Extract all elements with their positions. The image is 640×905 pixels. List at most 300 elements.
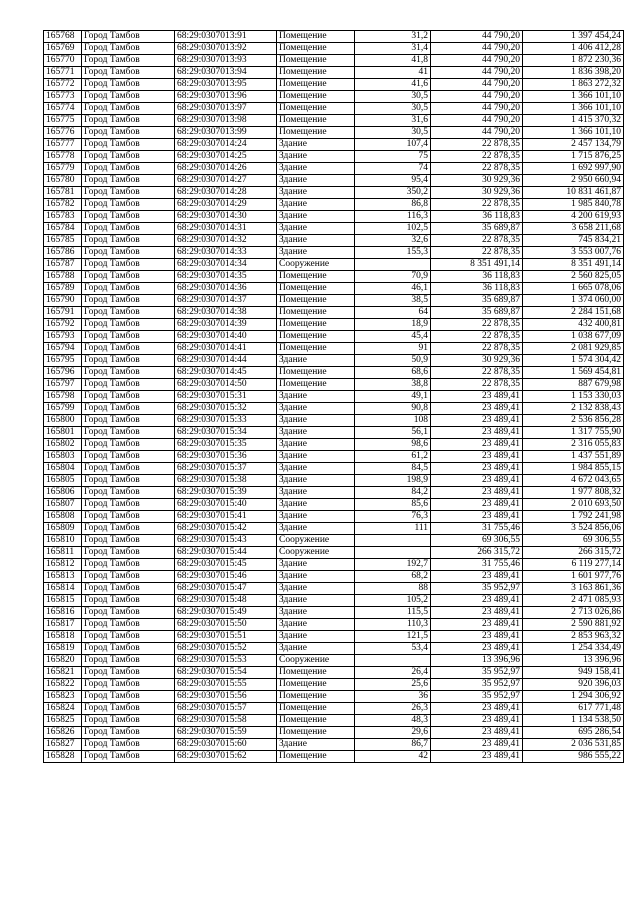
row-number-cell: 165769 [44,43,82,55]
cadastral-number-cell: 68:29:0307014:41 [175,343,277,355]
area-cell: 61,2 [355,451,431,463]
cadastral-value-cell: 986 555,22 [523,751,624,763]
object-type-cell: Помещение [277,271,355,283]
area-cell: 31,2 [355,31,431,43]
table-row [44,379,624,391]
cadastral-number-cell: 68:29:0307015:41 [175,511,277,523]
municipality-cell: Город Тамбов [82,607,175,619]
specific-value-cell: 36 118,83 [431,283,523,295]
area-cell: 32,6 [355,235,431,247]
row-number-cell: 165825 [44,715,82,727]
row-number-cell: 165821 [44,667,82,679]
specific-value-cell: 23 489,41 [431,511,523,523]
row-number-cell: 165827 [44,739,82,751]
municipality-cell: Город Тамбов [82,403,175,415]
row-number-cell: 165783 [44,211,82,223]
cadastral-value-cell: 920 396,03 [523,679,624,691]
specific-value-cell: 22 878,35 [431,235,523,247]
municipality-cell: Город Тамбов [82,427,175,439]
row-number-cell: 165785 [44,235,82,247]
specific-value-cell: 35 952,97 [431,583,523,595]
table-row [44,571,624,583]
row-number-cell: 165801 [44,427,82,439]
table-row [44,259,624,271]
object-type-cell: Сооружение [277,259,355,271]
municipality-cell: Город Тамбов [82,583,175,595]
cadastral-number-cell: 68:29:0307015:35 [175,439,277,451]
area-cell: 84,5 [355,463,431,475]
cadastral-number-cell: 68:29:0307014:26 [175,163,277,175]
table-row [44,115,624,127]
cadastral-value-cell: 2 316 055,83 [523,439,624,451]
cadastral-number-cell: 68:29:0307014:27 [175,175,277,187]
specific-value-cell: 44 790,20 [431,79,523,91]
table-row [44,583,624,595]
cadastral-number-cell: 68:29:0307014:45 [175,367,277,379]
row-number-cell: 165772 [44,79,82,91]
object-type-cell: Здание [277,151,355,163]
object-type-cell: Здание [277,235,355,247]
area-cell: 110,3 [355,619,431,631]
object-type-cell: Здание [277,595,355,607]
row-number-cell: 165812 [44,559,82,571]
specific-value-cell: 23 489,41 [431,451,523,463]
municipality-cell: Город Тамбов [82,727,175,739]
row-number-cell: 165778 [44,151,82,163]
municipality-cell: Город Тамбов [82,271,175,283]
specific-value-cell: 23 489,41 [431,631,523,643]
cadastral-number-cell: 68:29:0307013:97 [175,103,277,115]
cadastral-number-cell: 68:29:0307013:95 [175,79,277,91]
row-number-cell: 165822 [44,679,82,691]
specific-value-cell: 35 952,97 [431,691,523,703]
area-cell: 192,7 [355,559,431,571]
municipality-cell: Город Тамбов [82,391,175,403]
municipality-cell: Город Тамбов [82,739,175,751]
area-cell: 64 [355,307,431,319]
cadastral-number-cell: 68:29:0307014:31 [175,223,277,235]
table-row [44,451,624,463]
table-row [44,295,624,307]
municipality-cell: Город Тамбов [82,463,175,475]
object-type-cell: Здание [277,391,355,403]
table-row [44,595,624,607]
cadastral-number-cell: 68:29:0307014:38 [175,307,277,319]
row-number-cell: 165800 [44,415,82,427]
area-cell: 198,9 [355,475,431,487]
row-number-cell: 165777 [44,139,82,151]
cadastral-value-cell: 432 400,81 [523,319,624,331]
row-number-cell: 165770 [44,55,82,67]
object-type-cell: Помещение [277,103,355,115]
area-cell: 48,3 [355,715,431,727]
cadastral-number-cell: 68:29:0307015:39 [175,487,277,499]
cadastral-number-cell: 68:29:0307014:44 [175,355,277,367]
municipality-cell: Город Тамбов [82,523,175,535]
table-row [44,499,624,511]
cadastral-value-cell: 2 590 881,92 [523,619,624,631]
specific-value-cell: 23 489,41 [431,391,523,403]
object-type-cell: Здание [277,619,355,631]
specific-value-cell: 23 489,41 [431,499,523,511]
object-type-cell: Здание [277,355,355,367]
area-cell: 31,6 [355,115,431,127]
table-row [44,751,624,763]
area-cell: 38,5 [355,295,431,307]
row-number-cell: 165774 [44,103,82,115]
row-number-cell: 165824 [44,703,82,715]
municipality-cell: Город Тамбов [82,235,175,247]
specific-value-cell: 30 929,36 [431,175,523,187]
specific-value-cell: 30 929,36 [431,187,523,199]
cadastral-number-cell: 68:29:0307015:31 [175,391,277,403]
specific-value-cell: 35 952,97 [431,667,523,679]
table-row [44,523,624,535]
cadastral-value-cell: 1 977 808,32 [523,487,624,499]
row-number-cell: 165804 [44,463,82,475]
cadastral-number-cell: 68:29:0307015:51 [175,631,277,643]
cadastral-number-cell: 68:29:0307015:47 [175,583,277,595]
table-row [44,631,624,643]
specific-value-cell: 23 489,41 [431,703,523,715]
specific-value-cell: 30 929,36 [431,355,523,367]
municipality-cell: Город Тамбов [82,31,175,43]
table-row [44,283,624,295]
cadastral-number-cell: 68:29:0307014:33 [175,247,277,259]
specific-value-cell: 23 489,41 [431,751,523,763]
row-number-cell: 165782 [44,199,82,211]
municipality-cell: Город Тамбов [82,367,175,379]
area-cell: 107,4 [355,139,431,151]
specific-value-cell: 31 755,46 [431,523,523,535]
cadastral-value-cell: 1 792 241,98 [523,511,624,523]
area-cell: 86,7 [355,739,431,751]
specific-value-cell: 23 489,41 [431,463,523,475]
area-cell: 115,5 [355,607,431,619]
area-cell: 25,6 [355,679,431,691]
object-type-cell: Помещение [277,331,355,343]
table-row [44,475,624,487]
cadastral-value-cell: 1 254 334,49 [523,643,624,655]
table-row [44,103,624,115]
cadastral-value-cell: 13 396,96 [523,655,624,667]
table-row [44,559,624,571]
cadastral-number-cell: 68:29:0307015:42 [175,523,277,535]
table-row [44,331,624,343]
cadastral-value-cell: 1 665 078,06 [523,283,624,295]
municipality-cell: Город Тамбов [82,559,175,571]
municipality-cell: Город Тамбов [82,415,175,427]
municipality-cell: Город Тамбов [82,175,175,187]
object-type-cell: Здание [277,451,355,463]
area-cell: 41,8 [355,55,431,67]
cadastral-number-cell: 68:29:0307013:98 [175,115,277,127]
cadastral-value-cell: 1 294 306,92 [523,691,624,703]
table-row [44,727,624,739]
row-number-cell: 165771 [44,67,82,79]
specific-value-cell: 44 790,20 [431,91,523,103]
specific-value-cell: 23 489,41 [431,427,523,439]
area-cell: 111 [355,523,431,535]
municipality-cell: Город Тамбов [82,703,175,715]
municipality-cell: Город Тамбов [82,283,175,295]
area-cell: 68,6 [355,367,431,379]
row-number-cell: 165780 [44,175,82,187]
cadastral-value-cell: 2 471 085,93 [523,595,624,607]
cadastral-value-cell: 6 119 277,14 [523,559,624,571]
area-cell [355,547,431,559]
table-row [44,247,624,259]
area-cell: 29,6 [355,727,431,739]
cadastral-value-cell: 10 831 461,87 [523,187,624,199]
area-cell: 88 [355,583,431,595]
cadastral-value-table [43,30,624,763]
area-cell: 41 [355,67,431,79]
municipality-cell: Город Тамбов [82,535,175,547]
row-number-cell: 165790 [44,295,82,307]
cadastral-value-cell: 745 834,21 [523,235,624,247]
object-type-cell: Помещение [277,295,355,307]
cadastral-number-cell: 68:29:0307015:36 [175,451,277,463]
row-number-cell: 165794 [44,343,82,355]
object-type-cell: Помещение [277,67,355,79]
specific-value-cell: 44 790,20 [431,55,523,67]
object-type-cell: Помещение [277,679,355,691]
table-row [44,703,624,715]
cadastral-number-cell: 68:29:0307015:56 [175,691,277,703]
specific-value-cell: 23 489,41 [431,571,523,583]
specific-value-cell: 22 878,35 [431,343,523,355]
municipality-cell: Город Тамбов [82,91,175,103]
object-type-cell: Здание [277,571,355,583]
cadastral-number-cell: 68:29:0307014:28 [175,187,277,199]
municipality-cell: Город Тамбов [82,307,175,319]
row-number-cell: 165786 [44,247,82,259]
specific-value-cell: 23 489,41 [431,595,523,607]
object-type-cell: Здание [277,487,355,499]
area-cell: 95,4 [355,175,431,187]
area-cell: 26,3 [355,703,431,715]
table-row [44,163,624,175]
cadastral-number-cell: 68:29:0307015:40 [175,499,277,511]
table-row [44,619,624,631]
cadastral-number-cell: 68:29:0307015:58 [175,715,277,727]
municipality-cell: Город Тамбов [82,295,175,307]
municipality-cell: Город Тамбов [82,55,175,67]
row-number-cell: 165775 [44,115,82,127]
municipality-cell: Город Тамбов [82,343,175,355]
row-number-cell: 165806 [44,487,82,499]
cadastral-number-cell: 68:29:0307015:33 [175,415,277,427]
table-row [44,79,624,91]
object-type-cell: Здание [277,559,355,571]
cadastral-number-cell: 68:29:0307014:39 [175,319,277,331]
area-cell: 90,8 [355,403,431,415]
municipality-cell: Город Тамбов [82,379,175,391]
cadastral-value-cell: 1 985 840,78 [523,199,624,211]
specific-value-cell: 23 489,41 [431,475,523,487]
cadastral-value-cell: 1 153 330,03 [523,391,624,403]
object-type-cell: Здание [277,631,355,643]
cadastral-number-cell: 68:29:0307013:99 [175,127,277,139]
table-row [44,607,624,619]
municipality-cell: Город Тамбов [82,487,175,499]
specific-value-cell: 36 118,83 [431,211,523,223]
table-row [44,187,624,199]
row-number-cell: 165792 [44,319,82,331]
table-row [44,223,624,235]
object-type-cell: Помещение [277,319,355,331]
table-row [44,307,624,319]
object-type-cell: Помещение [277,367,355,379]
cadastral-value-cell: 1 366 101,10 [523,127,624,139]
municipality-cell: Город Тамбов [82,451,175,463]
table-row [44,355,624,367]
cadastral-value-cell: 1 366 101,10 [523,103,624,115]
specific-value-cell: 13 396,96 [431,655,523,667]
cadastral-value-cell: 1 038 677,09 [523,331,624,343]
object-type-cell: Сооружение [277,535,355,547]
cadastral-value-cell: 695 286,54 [523,727,624,739]
cadastral-value-cell: 2 853 963,32 [523,631,624,643]
cadastral-value-cell: 3 553 007,76 [523,247,624,259]
specific-value-cell: 23 489,41 [431,619,523,631]
cadastral-value-cell: 1 872 230,36 [523,55,624,67]
object-type-cell: Помещение [277,703,355,715]
object-type-cell: Помещение [277,751,355,763]
object-type-cell: Здание [277,439,355,451]
row-number-cell: 165798 [44,391,82,403]
object-type-cell: Здание [277,415,355,427]
table-row [44,235,624,247]
area-cell: 50,9 [355,355,431,367]
cadastral-number-cell: 68:29:0307013:93 [175,55,277,67]
area-cell: 105,2 [355,595,431,607]
cadastral-number-cell: 68:29:0307013:92 [175,43,277,55]
cadastral-value-cell: 1 574 304,42 [523,355,624,367]
table-row [44,655,624,667]
table-row [44,667,624,679]
object-type-cell: Помещение [277,115,355,127]
cadastral-number-cell: 68:29:0307014:50 [175,379,277,391]
municipality-cell: Город Тамбов [82,151,175,163]
row-number-cell: 165773 [44,91,82,103]
cadastral-number-cell: 68:29:0307015:54 [175,667,277,679]
table-row [44,127,624,139]
specific-value-cell: 22 878,35 [431,139,523,151]
municipality-cell: Город Тамбов [82,547,175,559]
row-number-cell: 165818 [44,631,82,643]
row-number-cell: 165817 [44,619,82,631]
municipality-cell: Город Тамбов [82,259,175,271]
cadastral-number-cell: 68:29:0307015:45 [175,559,277,571]
object-type-cell: Помещение [277,307,355,319]
cadastral-number-cell: 68:29:0307014:30 [175,211,277,223]
row-number-cell: 165768 [44,31,82,43]
cadastral-number-cell: 68:29:0307015:60 [175,739,277,751]
cadastral-value-cell: 1 374 060,00 [523,295,624,307]
municipality-cell: Город Тамбов [82,643,175,655]
municipality-cell: Город Тамбов [82,631,175,643]
table-row [44,427,624,439]
cadastral-value-cell: 1 715 876,25 [523,151,624,163]
specific-value-cell: 22 878,35 [431,379,523,391]
municipality-cell: Город Тамбов [82,319,175,331]
municipality-cell: Город Тамбов [82,103,175,115]
cadastral-number-cell: 68:29:0307015:50 [175,619,277,631]
specific-value-cell: 23 489,41 [431,739,523,751]
area-cell: 38,8 [355,379,431,391]
cadastral-value-cell: 2 560 825,05 [523,271,624,283]
cadastral-number-cell: 68:29:0307014:25 [175,151,277,163]
specific-value-cell: 31 755,46 [431,559,523,571]
cadastral-number-cell: 68:29:0307015:48 [175,595,277,607]
cadastral-number-cell: 68:29:0307015:34 [175,427,277,439]
area-cell: 350,2 [355,187,431,199]
row-number-cell: 165820 [44,655,82,667]
specific-value-cell: 23 489,41 [431,643,523,655]
specific-value-cell: 44 790,20 [431,115,523,127]
table-row [44,367,624,379]
cadastral-number-cell: 68:29:0307015:49 [175,607,277,619]
specific-value-cell: 22 878,35 [431,367,523,379]
table-row [44,511,624,523]
object-type-cell: Здание [277,199,355,211]
table-row [44,715,624,727]
cadastral-value-cell: 1 366 101,10 [523,91,624,103]
municipality-cell: Город Тамбов [82,439,175,451]
object-type-cell: Помещение [277,283,355,295]
table-row [44,391,624,403]
cadastral-number-cell: 68:29:0307013:94 [175,67,277,79]
object-type-cell: Здание [277,463,355,475]
object-type-cell: Здание [277,427,355,439]
table-row [44,151,624,163]
table-row [44,343,624,355]
table-body [44,31,624,763]
table-row [44,679,624,691]
specific-value-cell: 23 489,41 [431,715,523,727]
area-cell: 53,4 [355,643,431,655]
area-cell: 30,5 [355,127,431,139]
object-type-cell: Помещение [277,667,355,679]
municipality-cell: Город Тамбов [82,751,175,763]
object-type-cell: Здание [277,583,355,595]
row-number-cell: 165816 [44,607,82,619]
row-number-cell: 165781 [44,187,82,199]
object-type-cell: Помещение [277,43,355,55]
object-type-cell: Здание [277,523,355,535]
area-cell [355,535,431,547]
area-cell: 31,4 [355,43,431,55]
cadastral-number-cell: 68:29:0307015:37 [175,463,277,475]
row-number-cell: 165807 [44,499,82,511]
area-cell: 46,1 [355,283,431,295]
specific-value-cell: 23 489,41 [431,403,523,415]
table-row [44,199,624,211]
row-number-cell: 165813 [44,571,82,583]
cadastral-number-cell: 68:29:0307014:29 [175,199,277,211]
cadastral-number-cell: 68:29:0307014:35 [175,271,277,283]
municipality-cell: Город Тамбов [82,139,175,151]
row-number-cell: 165823 [44,691,82,703]
specific-value-cell: 266 315,72 [431,547,523,559]
table-row [44,463,624,475]
municipality-cell: Город Тамбов [82,679,175,691]
row-number-cell: 165805 [44,475,82,487]
specific-value-cell: 23 489,41 [431,487,523,499]
specific-value-cell: 22 878,35 [431,163,523,175]
